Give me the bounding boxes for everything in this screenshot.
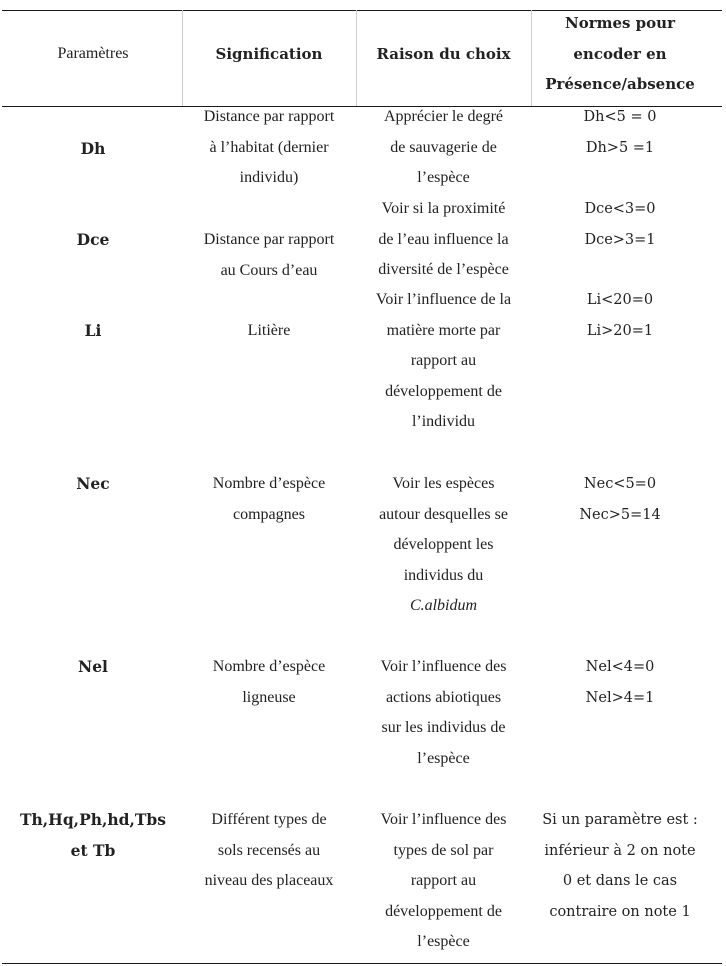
row-param-dh: Dh [80,139,106,158]
row-param-li: Li [84,321,102,340]
row-raison-soil-types: Voir l’influence des types de sol par rapport au développement de l’espèce [380,811,507,950]
row-signification-li: Litière [247,322,291,339]
row-raison-li: Voir l’influence de la matière morte par rapport au développement de l’individu [375,291,512,430]
row-normes-nel: Nel<4=0 Nel>4=1 [585,659,655,706]
header-raison-du-choix: Raison du choix [376,45,511,63]
row-param-nec: Nec [76,474,110,493]
row-normes-li: Li<20=0 Li>20=1 [586,292,654,339]
row-raison-dce: Voir si la proximité de l’eau influence la diversité de l’espèce [378,200,509,278]
row-param-soil-types: Th,Hq,Ph,hd,Tbs et Tb [19,810,166,860]
header-signification: Signification [215,45,323,63]
row-raison-nel: Voir l’influence des actions abiotiques sur les individus de l’espèce [380,658,507,767]
header-parametres: Paramètres [57,45,129,62]
row-signification-nel: Nombre d’espèce ligneuse [212,658,326,706]
row-normes-dh: Dh<5 = 0 Dh>5 =1 [583,109,657,156]
row-raison-dh: Apprécier le degré de sauvagerie de l’espèce [383,108,504,186]
row-signification-nec: Nombre d’espèce compagnes [212,475,326,523]
row-signification-dh: Distance par rapport à l’habitat (dernier individu) [203,108,335,186]
row-param-nel: Nel [78,657,108,676]
row-param-dce: Dce [76,230,110,249]
row-normes-nec: Nec<5=0 Nec>5=14 [579,476,661,523]
table-bottom-rule [2,963,722,964]
row-signification-soil-types: Différent types de sols recensés au niveau des placeaux [204,811,334,889]
row-signification-dce: Distance par rapport au Cours d’eau [203,231,335,279]
row-normes-soil-types: Si un paramètre est : inférieur à 2 on note 0 et dans le cas contraire on note 1 [542,812,698,920]
row-normes-dce: Dce<3=0 Dce>3=1 [584,201,656,248]
header-normes: Normes pour encoder en Présence/absence [545,14,695,93]
row-raison-nec: Voir les espèces autour desquelles se développent les individus du C.albidum [379,475,508,614]
